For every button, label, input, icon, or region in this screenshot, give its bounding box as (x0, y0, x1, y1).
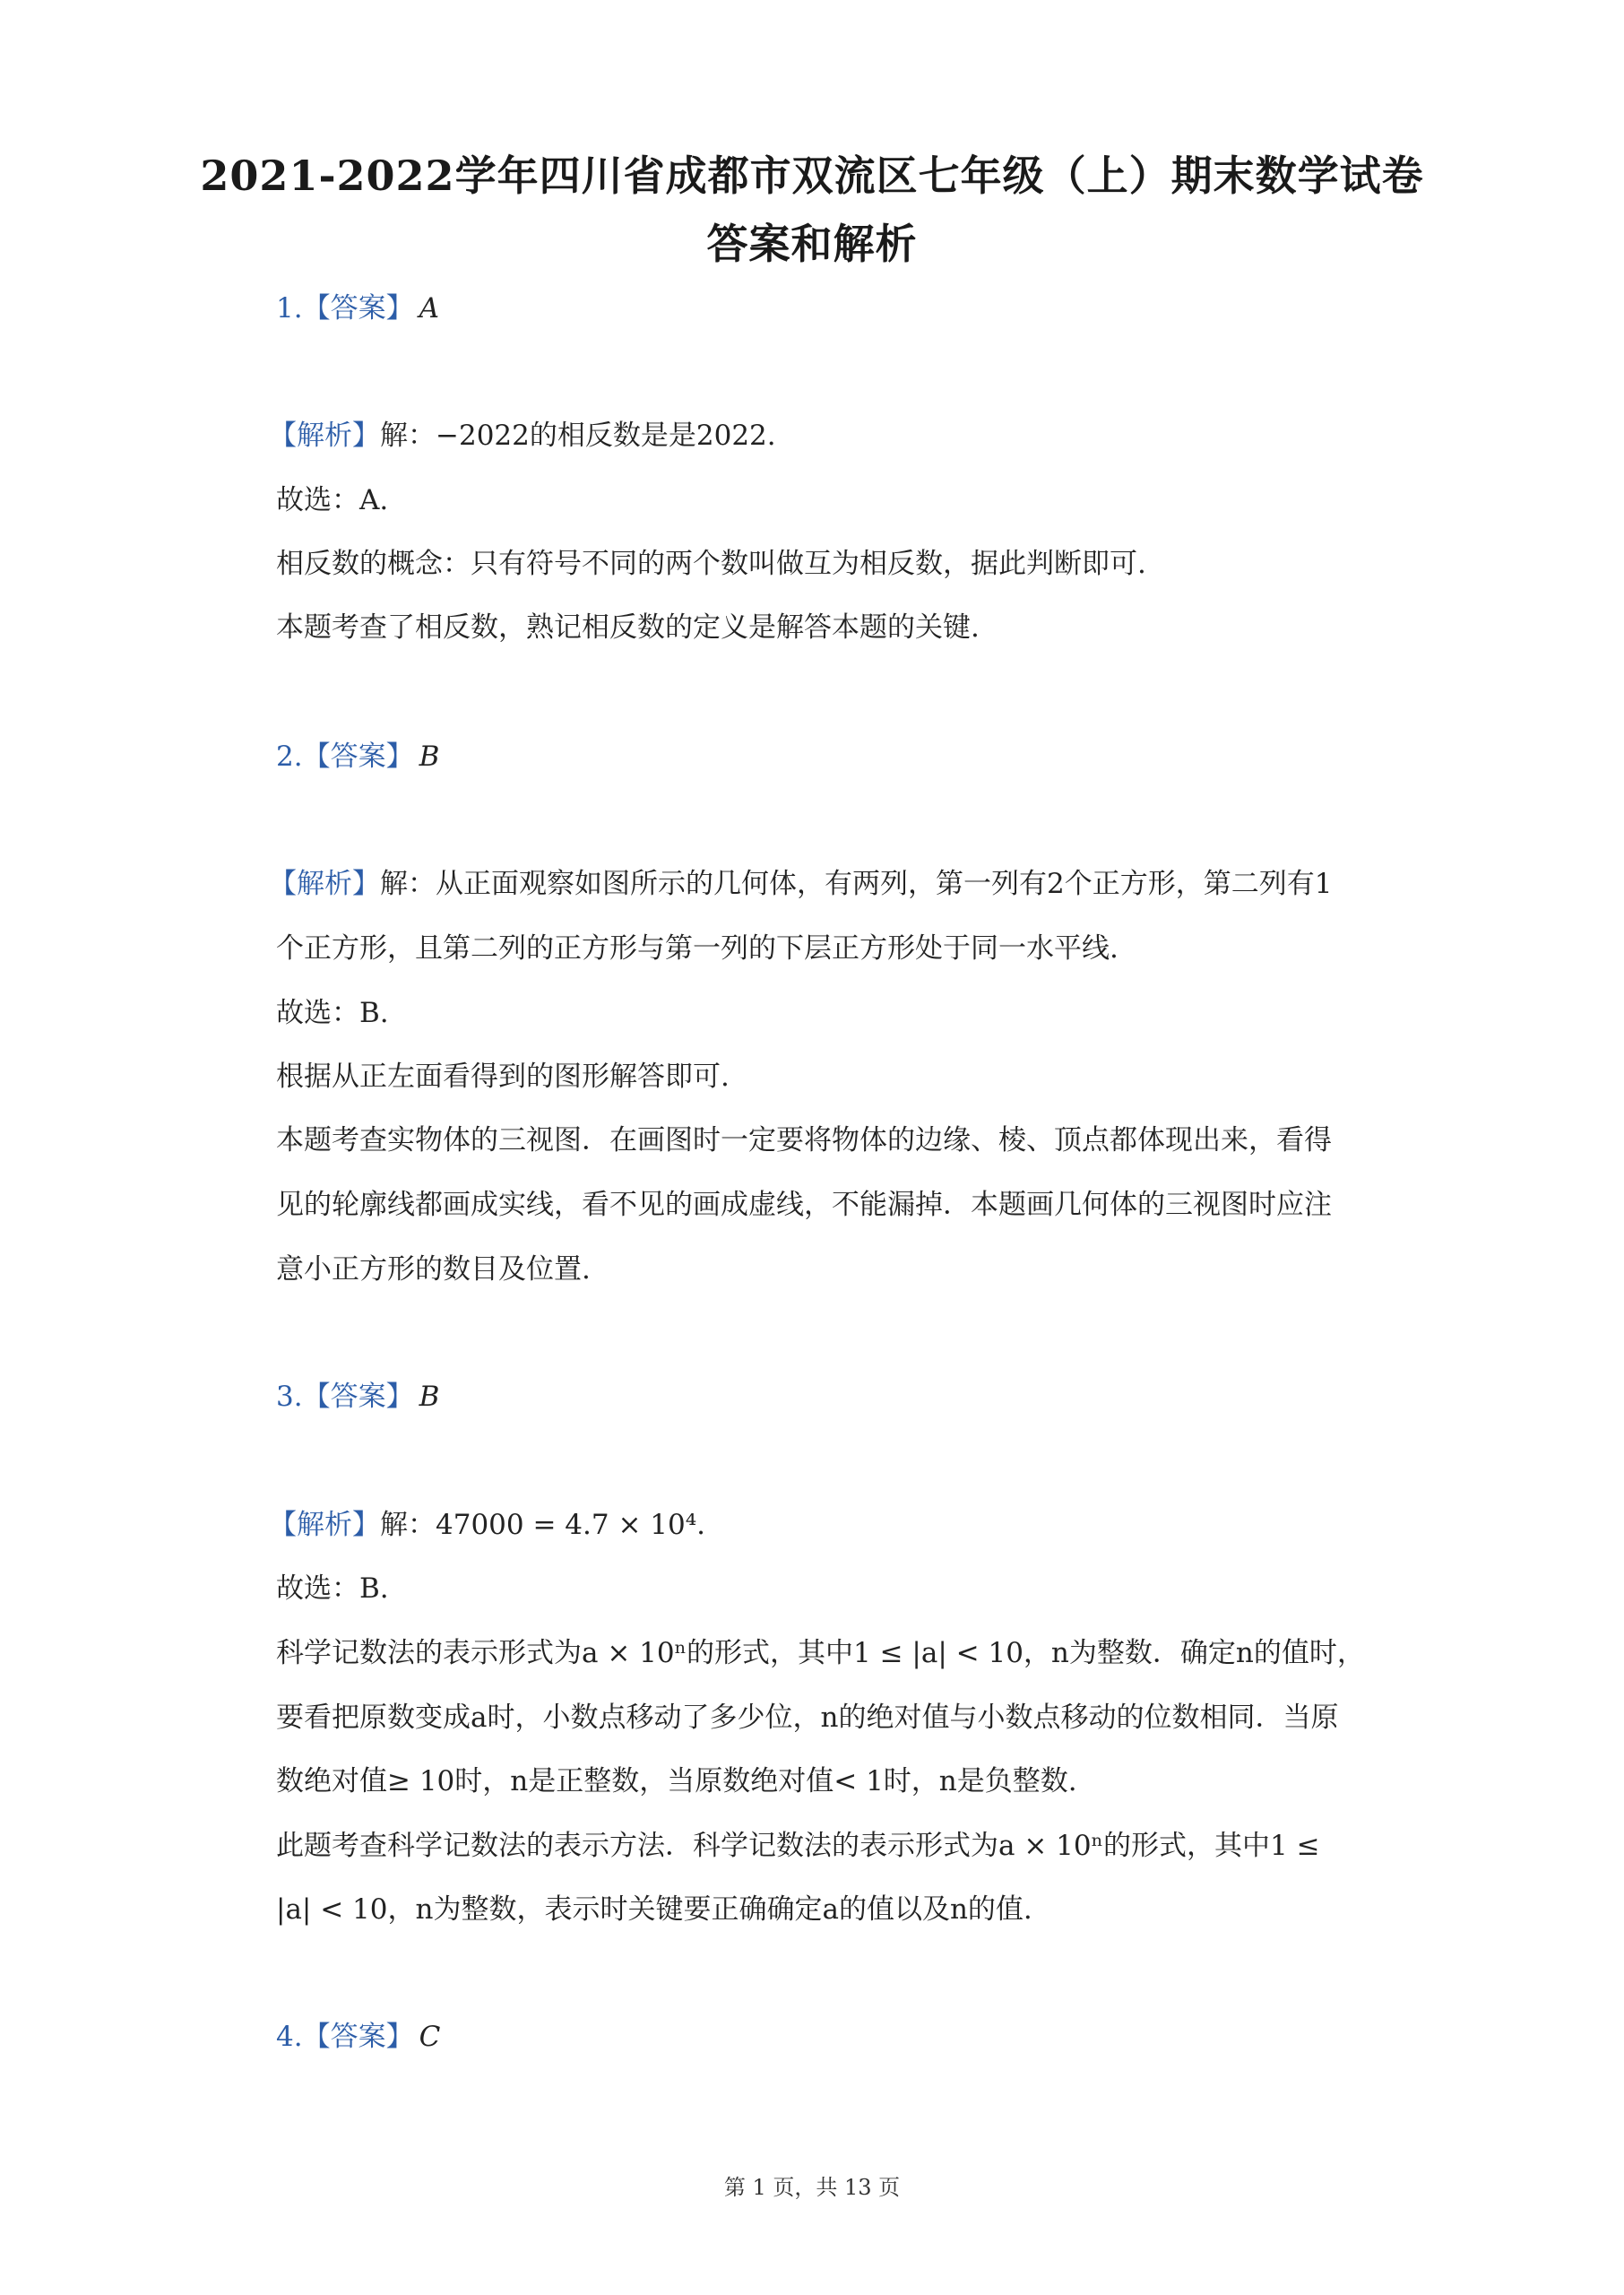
answer-tag: 【答案】 (302, 292, 414, 325)
text-line: 故选：B. (276, 997, 389, 1029)
answer-line (276, 1373, 439, 1414)
analysis-line (269, 861, 1332, 901)
text-line: 本题考查实物体的三视图．在画图时一定要将物体的边缘、棱、顶点都体现出来，看得 (276, 1124, 1332, 1156)
question-number: 4. (276, 2021, 303, 2053)
answer-value: B (419, 740, 440, 773)
title-line-2: 答案和解析 (706, 220, 918, 268)
analysis-text: 解：从正面观察如图所示的几何体，有两列，第一列有2个正方形，第二列有1 (380, 868, 1333, 900)
page-footer: 第 1 页，共 13 页 (723, 2175, 901, 2200)
answer-line (276, 733, 439, 774)
answer-tag: 【答案】 (302, 1381, 414, 1413)
text-line: 根据从正左面看得到的图形解答即可. (276, 1061, 730, 1093)
analysis-line (269, 412, 776, 453)
text-line: 此题考查科学记数法的表示方法．科学记数法的表示形式为a × 10ⁿ的形式，其中1 ≤ (276, 1830, 1320, 1862)
text-line: |a| < 10，n为整数，表示时关键要正确确定a的值以及n的值. (276, 1893, 1032, 1926)
text-line: 见的轮廓线都画成实线，看不见的画成虚线，不能漏掉．本题画几何体的三视图时应注 (276, 1189, 1332, 1221)
title-line-1: 2021-2022学年四川省成都市双流区七年级（上）期末数学试卷 (200, 152, 1424, 200)
text-line: 科学记数法的表示形式为a × 10ⁿ的形式，其中1 ≤ |a| < 10，n为整数．确定n的值时， (276, 1637, 1365, 1669)
analysis-tag: 【解析】 (269, 868, 380, 900)
text-line: 故选：B. (276, 1572, 389, 1605)
answer-value: B (419, 1381, 440, 1413)
answer-value: A (419, 292, 439, 325)
analysis-text: 解：−2022的相反数是是2022. (380, 420, 776, 452)
text-line: 本题考查了相反数，熟记相反数的定义是解答本题的关键. (276, 611, 980, 644)
analysis-tag: 【解析】 (269, 420, 380, 452)
question-number: 3. (276, 1381, 303, 1413)
question-number: 1. (276, 292, 303, 325)
answer-tag: 【答案】 (302, 2021, 414, 2053)
text-line: 要看把原数变成a时，小数点移动了多少位，n的绝对值与小数点移动的位数相同．当原 (276, 1702, 1339, 1734)
answer-line (276, 2014, 440, 2054)
answer-tag: 【答案】 (302, 740, 414, 773)
analysis-line (269, 1502, 705, 1542)
text-line: 相反数的概念：只有符号不同的两个数叫做互为相反数，据此判断即可. (276, 548, 1146, 580)
analysis-text: 解：47000 = 4.7 × 10⁴. (380, 1509, 706, 1541)
answer-line (276, 285, 439, 325)
question-number: 2. (276, 740, 303, 773)
analysis-tag: 【解析】 (269, 1509, 380, 1541)
answer-value: C (419, 2021, 441, 2053)
text-line: 个正方形，且第二列的正方形与第一列的下层正方形处于同一水平线. (276, 932, 1119, 965)
text-line: 数绝对值≥ 10时，n是正整数，当原数绝对值< 1时，n是负整数. (276, 1765, 1077, 1797)
text-line: 故选：A. (276, 484, 389, 516)
text-line: 意小正方形的数目及位置. (276, 1253, 591, 1286)
